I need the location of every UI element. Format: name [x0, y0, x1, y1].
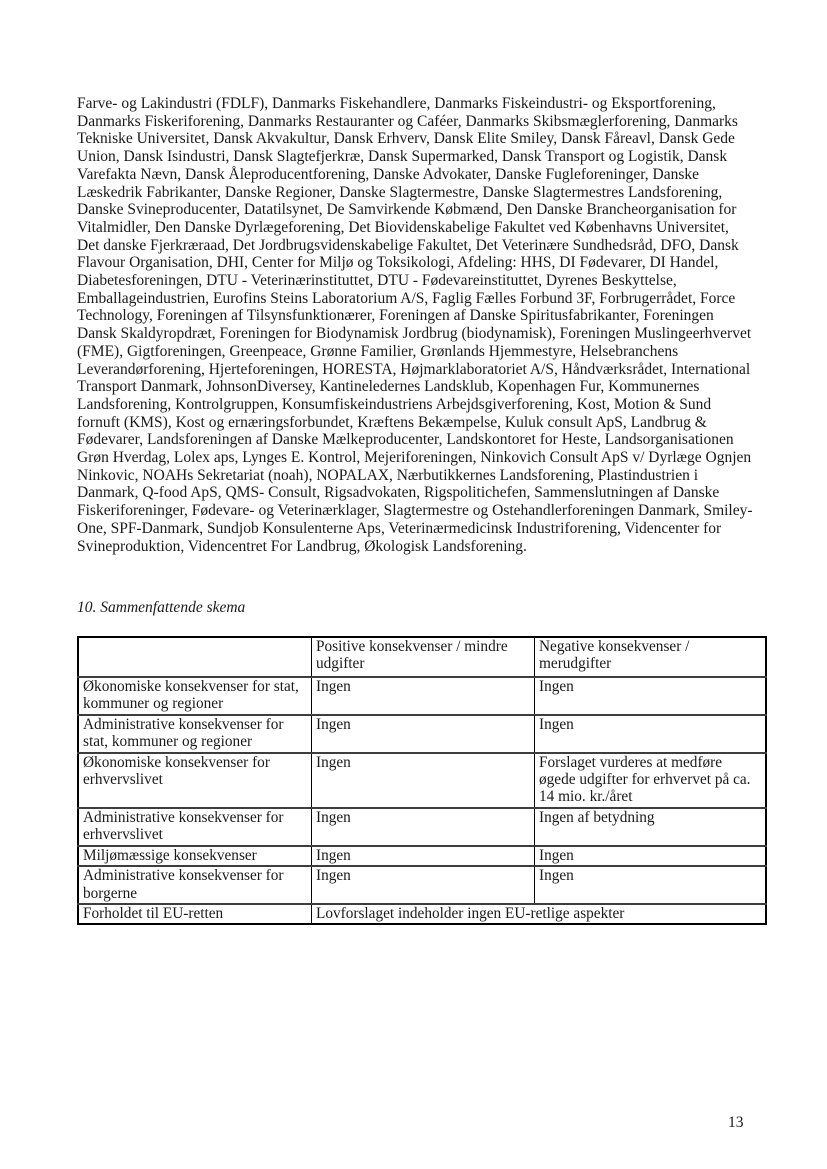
row-positive: Ingen [312, 753, 535, 808]
row-label: Miljømæssige konsekvenser [78, 846, 312, 866]
page-number: 13 [728, 1114, 744, 1131]
header-cell-empty [78, 637, 312, 677]
row-positive: Ingen [312, 677, 535, 715]
table-header-row [78, 637, 766, 677]
row-negative: Ingen [535, 846, 767, 866]
row-positive: Ingen [312, 866, 535, 904]
row-positive: Ingen [312, 808, 535, 846]
header-cell-negative: Negative konsekvenser / merudgifter [535, 637, 767, 677]
row-negative: Forslaget vurderes at medføre øgede udgifter for erhvervet på ca. 14 mio. kr./året [535, 753, 767, 808]
table-row [78, 715, 766, 753]
row-negative: Ingen [535, 677, 767, 715]
row-label: Forholdet til EU-retten [78, 904, 312, 924]
summary-table [77, 636, 767, 925]
table-row [78, 677, 766, 715]
row-label: Administrative konsekvenser for borgerne [78, 866, 312, 904]
row-negative: Ingen [535, 866, 767, 904]
header-cell-positive: Positive konsekvenser / mindre udgifter [312, 637, 535, 677]
consultation-list-paragraph: Farve- og Lakindustri (FDLF), Danmarks Fiskehandlere, Danmarks Fiskeindustri- og Eksportforening, Danmarks Fiskeriforening, Danmarks Restauranter og Caféer, Danmarks Skibsmæglerforening, Danmarks Tekniske Universitet, Dansk Akvakultur, Dansk Erhverv, Dansk Elite Smiley, Dansk Fåreavl, Dansk Gede Union, Dansk Isindustri, Dansk Slagtefjerkræ, Dansk Supermarked, Dansk Transport og Logistik, Dansk Varefakta Nævn, Dansk Åleproducentforening, Danske Advokater, Danske Fugleforeninger, Danske Læskedrik Fabrikanter, Danske Regioner, Danske Slagtermestre, Danske Slagtermestres Landsforening, Danske Svineproducenter, Datatilsynet, De Samvirkende Købmænd, Den Danske Brancheorganisation for Vitalmidler, Den Danske Dyrlægeforening, Det Biovidenskabelige Fakultet ved Københavns Universitet, Det danske Fjerkræraad, Det Jordbrugsvidenskabelige Fakultet, Det Veterinære Sundhedsråd, DFO, Dansk Flavour Organisation, DHI, Center for Miljø og Toksikologi, Afdeling: HHS, DI Fødevarer, DI Handel, Diabetesforeningen, DTU - Veterinærinstituttet, DTU - Fødevareinstituttet, Dyrenes Beskyttelse, Emballageindustrien, Eurofins Steins Laboratorium A/S, Faglig Fælles Forbund 3F, Forbrugerrådet, Force Technology, Foreningen af Tilsynsfunktionærer, Foreningen af Danske Spiritusfabrikanter, Foreningen Dansk Skaldyropdræt, Foreningen for Biodynamisk Jordbrug (biodynamisk), Foreningen Muslingeerhvervet (FME), Gigtforeningen, Greenpeace, Grønne Familier, Grønlands Hjemmestyre, Helsebranchens Leverandørforening, Hjerteforeningen, HORESTA, Højmarklaboratoriet A/S, Håndværksrådet, International Transport Danmark, JohnsonDiversey, Kantineledernes Landsklub, Kopenhagen Fur, Kommunernes Landsforening, Kontrolgruppen, Konsumfiskeindustriens Arbejdsgiverforening, Kost, Motion & Sund fornuft (KMS), Kost og ernæringsforbundet, Kræftens Bekæmpelse, Kuluk consult ApS, Landbrug & Fødevarer, Landsforeningen af Danske Mælkeproducenter, Landskontoret for Heste, Landsorganisationen Grøn Hverdag, Lolex aps, Lynges E. Kontrol, Mejeriforeningen, Ninkovich Consult ApS v/ Dyrlæge Ognjen Ninkovic, NOAHs Sekretariat (noah), NOPALAX, Nærbutikkernes Landsforening, Plastindustrien i Danmark, Q-food ApS, QMS- Consult, Rigsadvokaten, Rigspolitichefen, Sammenslutningen af Danske Fiskeriforeninger, Fødevare- og Veterinærklager, Slagtermestre og Ostehandlerforeningen Danmark, Smiley-One, SPF-Danmark, Sundjob Konsulenterne Aps, Veterinærmedicinsk Industriforening, Videncenter for Svineproduktion, Videncentret For Landbrug, Økologisk Landsforening. [77, 95, 753, 555]
row-label: Økonomiske konsekvenser for erhvervslivet [78, 753, 312, 808]
table-row-eu [78, 904, 766, 924]
row-positive: Ingen [312, 846, 535, 866]
table-row [78, 808, 766, 846]
row-span-value: Lovforslaget indeholder ingen EU-retlige aspekter [312, 904, 767, 924]
table-row [78, 753, 766, 808]
row-positive: Ingen [312, 715, 535, 753]
row-negative: Ingen af betydning [535, 808, 767, 846]
row-negative: Ingen [535, 715, 767, 753]
row-label: Administrative konsekvenser for erhvervslivet [78, 808, 312, 846]
section-heading: 10. Sammenfattende skema [77, 599, 246, 616]
row-label: Administrative konsekvenser for stat, kommuner og regioner [78, 715, 312, 753]
row-label: Økonomiske konsekvenser for stat, kommuner og regioner [78, 677, 312, 715]
table-row [78, 846, 766, 866]
table-row [78, 866, 766, 904]
